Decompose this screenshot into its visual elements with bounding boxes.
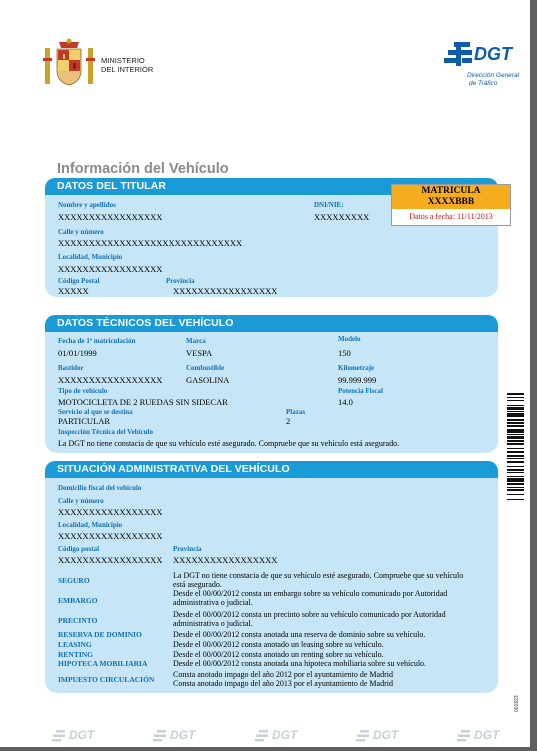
seguro-label: SEGURO bbox=[58, 576, 90, 585]
dni-value: XXXXXXXXX bbox=[314, 212, 370, 222]
matricula-header bbox=[392, 185, 510, 209]
dgt-watermark-icon bbox=[52, 730, 66, 742]
admin-localidad-value: XXXXXXXXXXXXXXXXX bbox=[58, 531, 163, 541]
admin-cp-label: Código postal bbox=[58, 545, 100, 553]
plazas-value: 2 bbox=[286, 416, 291, 426]
admin-calle-value: XXXXXXXXXXXXXXXXX bbox=[58, 507, 163, 517]
potencia-label: Potencia Fiscal bbox=[338, 387, 383, 395]
barcode-stripe bbox=[507, 455, 524, 456]
precinto-label: PRECINTO bbox=[58, 616, 98, 625]
titular-calle-label: Calle y número bbox=[58, 228, 104, 236]
admin-localidad-label: Localidad, Municipio bbox=[58, 521, 123, 529]
barcode-stripe bbox=[507, 487, 524, 488]
precinto-text: Desde el 00/00/2012 consta un precinto sobre su vehículo comunicado por Autoridad administrativa o judicial. bbox=[173, 610, 446, 628]
modelo-value: 150 bbox=[338, 348, 351, 358]
titular-calle-value: XXXXXXXXXXXXXXXXXXXXXXXXXXXXXX bbox=[58, 238, 243, 248]
barcode-stripe bbox=[507, 499, 524, 500]
barcode-stripe bbox=[507, 489, 524, 491]
footer-dgt-logo-5: DGT bbox=[457, 728, 499, 742]
titular-cp-label: Código Postal bbox=[58, 277, 100, 285]
barcode-stripe bbox=[507, 478, 524, 482]
servicio-value: PARTICULAR bbox=[58, 416, 111, 426]
barcode-stripe bbox=[507, 469, 524, 471]
admin-provincia-value: XXXXXXXXXXXXXXXXX bbox=[173, 555, 278, 565]
fecha-value: 01/01/1999 bbox=[58, 348, 97, 358]
seguro-text: La DGT no tiene constacia de que su vehículo esté asegurado. Compruebe que su vehículo está asegurado. bbox=[173, 571, 464, 589]
page-shadow-bottom bbox=[0, 747, 537, 751]
dgt-watermark-icon bbox=[457, 730, 471, 742]
itv-label: Inspección Técnica del Vehículo bbox=[58, 428, 153, 436]
footer-dgt-logo-3: DGT bbox=[255, 728, 297, 742]
renting-label: RENTING bbox=[58, 650, 94, 659]
dgt-logo-text: DGT bbox=[474, 44, 512, 64]
barcode-stripe bbox=[507, 448, 524, 449]
matricula-value: XXXXBBB bbox=[427, 197, 475, 207]
bastidor-label: Bastidor bbox=[58, 364, 84, 372]
barcode-stripe bbox=[507, 461, 524, 462]
matricula-label: MATRICULA bbox=[421, 186, 481, 196]
combustible-value: GASOLINA bbox=[186, 375, 230, 385]
hipoteca-text: Desde el 00/00/2012 consta anotada una hipoteca mobiliaria sobre su vehículo. bbox=[173, 659, 427, 668]
titular-provincia-label: Provincia bbox=[166, 277, 195, 285]
barcode-stripe bbox=[507, 419, 524, 420]
titular-provincia-value: XXXXXXXXXXXXXXXXX bbox=[173, 286, 278, 296]
barcode-stripe bbox=[507, 436, 524, 438]
barcode-stripe bbox=[507, 443, 524, 444]
embargo-text: Desde el 00/00/2012 consta un embargo sobre su vehículo comunicado por Autoridad administrativa o judicial. bbox=[173, 589, 448, 607]
barcode-stripe bbox=[507, 429, 524, 433]
potencia-value: 14.0 bbox=[338, 397, 353, 407]
reserva-text: Desde el 00/00/2012 consta anotada una reserva de dominio sobre su vehículo. bbox=[173, 630, 426, 639]
barcode-stripe bbox=[507, 476, 524, 477]
leasing-label: LEASING bbox=[58, 640, 92, 649]
barcode-stripe bbox=[507, 422, 524, 424]
plazas-label: Plazas bbox=[286, 408, 306, 416]
nombre-value: XXXXXXXXXXXXXXXXX bbox=[58, 212, 163, 222]
barcode-stripe bbox=[507, 405, 524, 406]
titular-cp-value: XXXXX bbox=[58, 286, 89, 296]
barcode-stripe bbox=[507, 393, 524, 395]
dgt-watermark-icon bbox=[255, 730, 269, 742]
admin-provincia-label: Provincia bbox=[173, 545, 202, 553]
page-title: Información del Vehículo bbox=[57, 161, 229, 177]
footer-dgt-logo-1: DGT bbox=[52, 728, 94, 742]
barcode-stripe bbox=[507, 472, 524, 473]
fecha-label: Fecha de 1ª matriculación bbox=[58, 337, 136, 345]
side-code: 001823 bbox=[514, 695, 520, 712]
combustible-label: Combustible bbox=[186, 364, 225, 372]
embargo-label: EMBARGO bbox=[58, 596, 98, 605]
titular-localidad-value: XXXXXXXXXXXXXXXXX bbox=[58, 264, 163, 274]
impuesto-label: IMPUESTO CIRCULACIÓN bbox=[58, 675, 155, 684]
impuesto-text: Consta anotado impago del año 2012 por el ayuntamiento de Madrid Consta anotado impago del año 2013 por el ayuntamiento de Madrid bbox=[173, 670, 393, 688]
administrativa-section-title: SITUACIÓN ADMINISTRATIVA DEL VEHÍCULO bbox=[45, 461, 498, 478]
km-label: Kilometraje bbox=[338, 364, 375, 372]
barcode-stripe bbox=[507, 440, 524, 442]
modelo-label: Modelo bbox=[338, 335, 361, 343]
dgt-subtitle: Dirección General de Tráfico bbox=[467, 72, 520, 87]
marca-label: Marca bbox=[186, 337, 206, 345]
admin-calle-label: Calle y número bbox=[58, 497, 104, 505]
barcode-stripe bbox=[507, 413, 524, 417]
matricula-date: Datos a fecha: 11/11/2013 bbox=[409, 212, 493, 221]
barcode-stripe bbox=[507, 397, 524, 398]
titular-localidad-label: Localidad, Municipio bbox=[58, 253, 123, 261]
coat-of-arms-icon bbox=[43, 38, 95, 88]
nombre-label: Nombre y apellidos bbox=[58, 201, 116, 209]
leasing-text: Desde el 00/00/2012 consta anotado un leasing sobre su vehículo. bbox=[173, 640, 384, 649]
barcode-stripe bbox=[507, 411, 524, 412]
barcode-stripe bbox=[507, 425, 524, 426]
barcode-stripe bbox=[507, 434, 524, 435]
dgt-watermark-icon bbox=[153, 730, 167, 742]
dgt-watermark-icon bbox=[356, 730, 370, 742]
barcode-stripe bbox=[507, 458, 524, 459]
renting-text: Desde el 00/00/2012 consta anotado un renting sobre su vehículo. bbox=[173, 650, 384, 659]
titular-section-title: DATOS DEL TITULAR bbox=[45, 178, 498, 195]
dgt-logo-icon bbox=[444, 40, 474, 70]
marca-value: VESPA bbox=[186, 348, 213, 358]
barcode-stripe bbox=[507, 466, 524, 467]
domicilio-label: Domicilio fiscal del vehículo bbox=[58, 484, 142, 492]
tecnicos-section-title: DATOS TÉCNICOS DEL VEHÍCULO bbox=[45, 315, 498, 332]
admin-cp-value: XXXXXXXXXXXXXXXXX bbox=[58, 555, 163, 565]
barcode-stripe bbox=[507, 451, 524, 453]
page-shadow-right bbox=[530, 0, 537, 751]
servicio-label: Servicio al que se destina bbox=[58, 408, 133, 416]
barcode-stripe bbox=[507, 400, 524, 401]
tipo-value: MOTOCICLETA DE 2 RUEDAS SIN SIDECAR bbox=[58, 397, 228, 407]
footer-dgt-logo-4: DGT bbox=[356, 728, 398, 742]
seguro-note: La DGT no tiene constacia de que su vehículo esté asegurado. Compruebe que su vehículo está asegurado. bbox=[58, 439, 400, 448]
barcode bbox=[507, 393, 524, 533]
dni-label: DNI/NIE: bbox=[314, 201, 344, 209]
matricula-box bbox=[391, 184, 511, 226]
footer-dgt-logo-2: DGT bbox=[153, 728, 195, 742]
bastidor-value: XXXXXXXXXXXXXXXXX bbox=[58, 375, 163, 385]
tipo-label: Tipo de vehículo bbox=[58, 387, 108, 395]
barcode-stripe bbox=[507, 494, 524, 495]
barcode-stripe bbox=[507, 483, 524, 485]
hipoteca-label: HIPOTECA MOBILIARIA bbox=[58, 659, 148, 668]
barcode-stripe bbox=[507, 407, 524, 409]
reserva-label: RESERVA DE DOMINIO bbox=[58, 630, 142, 639]
ministry-name: MINISTERIO DEL INTERIOR bbox=[101, 56, 154, 74]
km-value: 99.999.999 bbox=[338, 375, 377, 385]
